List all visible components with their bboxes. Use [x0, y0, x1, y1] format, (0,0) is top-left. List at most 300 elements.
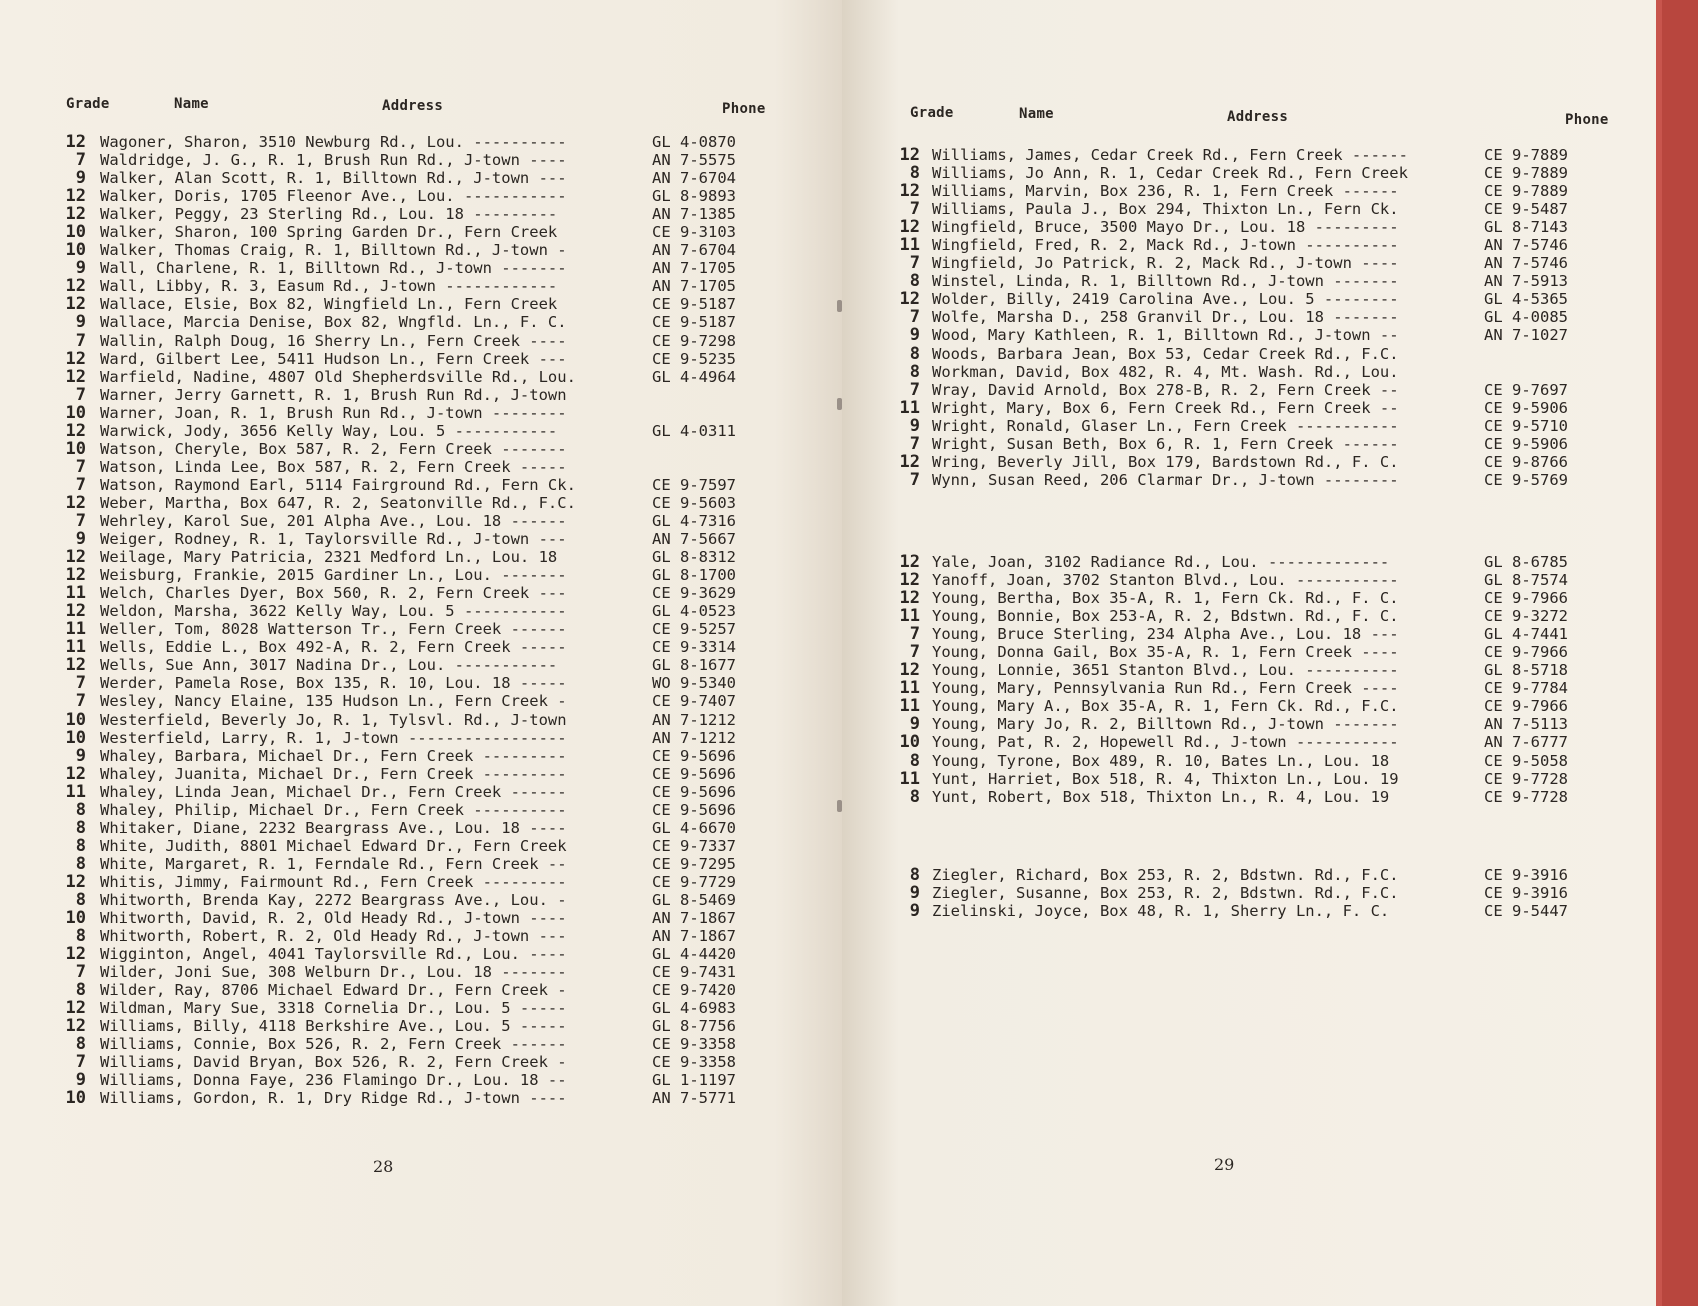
name-address-cell: White, Margaret, R. 1, Ferndale Rd., Fern Creek --: [100, 854, 567, 873]
grade-cell: 9: [75, 168, 86, 189]
grade-cell: 10: [65, 1088, 86, 1109]
name-address-cell: Whaley, Barbara, Michael Dr., Fern Creek ---------: [100, 746, 567, 765]
grade-cell: 7: [909, 199, 920, 220]
list-item: [890, 697, 1568, 715]
phone-cell: CE 9-7295: [652, 854, 736, 873]
list-item: [56, 223, 736, 241]
list-item: [890, 290, 1568, 308]
list-item: [56, 350, 736, 368]
list-item: [890, 589, 1568, 607]
phone-cell: CE 9-7889: [1484, 182, 1568, 201]
name-address-cell: Warfield, Nadine, 4807 Old Shepherdsville Rd., Lou.: [100, 367, 576, 386]
phone-cell: AN 7-1027: [1484, 326, 1568, 345]
grade-cell: 7: [75, 673, 86, 694]
phone-cell: CE 9-7728: [1484, 769, 1568, 788]
name-address-cell: Whitaker, Diane, 2232 Beargrass Ave., Lou. 18 ----: [100, 818, 567, 837]
list-item: [56, 440, 736, 458]
header-phone: Phone: [722, 101, 766, 117]
grade-cell: 11: [899, 397, 920, 418]
name-address-cell: Zielinski, Joyce, Box 48, R. 1, Sherry Ln., F. C.: [932, 902, 1390, 921]
name-address-cell: Wood, Mary Kathleen, R. 1, Billtown Rd., J-town --: [932, 326, 1399, 345]
grade-cell: 10: [65, 727, 86, 748]
name-address-cell: Wagoner, Sharon, 3510 Newburg Rd., Lou. ----------: [100, 133, 567, 151]
name-address-cell: Yanoff, Joan, 3702 Stanton Blvd., Lou. -----------: [932, 571, 1399, 590]
grade-cell: 7: [909, 379, 920, 400]
name-address-cell: Wingfield, Jo Patrick, R. 2, Mack Rd., J-town ----: [932, 254, 1399, 273]
grade-cell: 9: [75, 1070, 86, 1091]
grade-cell: 8: [909, 343, 920, 364]
grade-cell: 12: [899, 289, 920, 310]
grade-cell: 12: [65, 944, 86, 965]
name-address-cell: Whitworth, David, R. 2, Old Heady Rd., J-town ----: [100, 909, 567, 928]
phone-cell: CE 9-7431: [652, 963, 736, 982]
list-item: [56, 909, 736, 927]
list-item: [890, 182, 1568, 200]
name-address-cell: Weber, Martha, Box 647, R. 2, Seatonville Rd., F.C.: [100, 493, 576, 512]
phone-cell: CE 9-5603: [652, 493, 736, 512]
name-address-cell: Williams, Gordon, R. 1, Dry Ridge Rd., J-town ----: [100, 1089, 567, 1108]
name-address-cell: Winstel, Linda, R. 1, Billtown Rd., J-town -------: [932, 272, 1399, 291]
grade-cell: 7: [75, 330, 86, 351]
list-item: [56, 205, 736, 223]
grade-cell: 9: [75, 258, 86, 279]
name-address-cell: Wesley, Nancy Elaine, 135 Hudson Ln., Fern Creek -: [100, 692, 567, 711]
list-item: [890, 164, 1568, 182]
grade-cell: 8: [909, 361, 920, 382]
phone-cell: CE 9-5710: [1484, 416, 1568, 435]
list-item: [890, 661, 1568, 679]
grade-cell: 11: [899, 606, 920, 627]
name-address-cell: Wilder, Ray, 8706 Michael Edward Dr., Fern Creek -: [100, 981, 567, 1000]
phone-cell: GL 8-5469: [652, 890, 736, 909]
name-address-cell: Walker, Peggy, 23 Sterling Rd., Lou. 18 ---------: [100, 205, 558, 224]
grade-cell: 7: [75, 510, 86, 531]
grade-cell: 9: [909, 714, 920, 735]
header-grade: Grade: [910, 105, 954, 121]
name-address-cell: White, Judith, 8801 Michael Edward Dr., Fern Creek: [100, 836, 567, 855]
list-item: [56, 1071, 736, 1089]
name-address-cell: Ward, Gilbert Lee, 5411 Hudson Ln., Fern Creek ---: [100, 349, 567, 368]
phone-cell: GL 8-1700: [652, 566, 736, 585]
name-address-cell: Williams, Connie, Box 526, R. 2, Fern Creek ------: [100, 1035, 567, 1054]
list-item: [56, 1089, 736, 1107]
grade-cell: 11: [899, 235, 920, 256]
list-item: [56, 674, 736, 692]
name-address-cell: Wall, Libby, R. 3, Easum Rd., J-town ------------: [100, 277, 558, 296]
list-item: [56, 368, 736, 386]
page-number: 29: [1214, 1155, 1235, 1174]
list-item: [890, 399, 1568, 417]
grade-cell: 10: [899, 732, 920, 753]
list-item: [56, 765, 736, 783]
grade-cell: 12: [899, 660, 920, 681]
grade-cell: 12: [899, 145, 920, 165]
grade-cell: 12: [899, 588, 920, 609]
name-address-cell: Wray, David Arnold, Box 278-B, R. 2, Fern Creek --: [932, 380, 1399, 399]
phone-cell: GL 4-0311: [652, 421, 736, 440]
phone-cell: CE 9-8766: [1484, 452, 1568, 471]
name-address-cell: Wring, Beverly Jill, Box 179, Bardstown Rd., F. C.: [932, 452, 1399, 471]
phone-cell: CE 9-5696: [652, 782, 736, 801]
name-address-cell: Watson, Raymond Earl, 5114 Fairground Rd., Fern Ck.: [100, 475, 576, 494]
grade-cell: 7: [909, 624, 920, 645]
phone-cell: CE 9-7420: [652, 981, 736, 1000]
phone-cell: CE 9-7784: [1484, 679, 1568, 698]
header-phone: Phone: [1565, 112, 1609, 128]
phone-cell: AN 7-5746: [1484, 254, 1568, 273]
grade-cell: 8: [75, 926, 86, 947]
grade-cell: 11: [65, 781, 86, 802]
phone-cell: CE 9-5696: [652, 800, 736, 819]
phone-cell: CE 9-5257: [652, 620, 736, 639]
list-item: [890, 254, 1568, 272]
grade-cell: 8: [909, 750, 920, 771]
name-address-cell: Yunt, Harriet, Box 518, R. 4, Thixton Ln., Lou. 19: [932, 769, 1399, 788]
phone-cell: AN 7-1867: [652, 909, 736, 928]
list-item: [56, 548, 736, 566]
phone-cell: CE 9-3916: [1484, 866, 1568, 884]
name-address-cell: Welch, Charles Dyer, Box 560, R. 2, Fern Creek ---: [100, 584, 567, 603]
directory-list-w: [890, 146, 1568, 489]
phone-cell: GL 8-7574: [1484, 571, 1568, 590]
phone-cell: CE 9-5906: [1484, 434, 1568, 453]
phone-cell: AN 7-6704: [652, 169, 736, 188]
name-address-cell: Young, Bertha, Box 35-A, R. 1, Fern Ck. Rd., F. C.: [932, 589, 1399, 608]
grade-cell: 8: [909, 865, 920, 885]
list-item: [56, 332, 736, 350]
phone-cell: AN 7-1867: [652, 927, 736, 946]
list-item: [890, 884, 1568, 902]
list-item: [890, 417, 1568, 435]
name-address-cell: Wolfe, Marsha D., 258 Granvil Dr., Lou. 18 -------: [932, 308, 1399, 327]
list-item: [890, 146, 1568, 164]
grade-cell: 12: [65, 998, 86, 1019]
grade-cell: 7: [75, 1052, 86, 1073]
phone-cell: CE 9-5906: [1484, 398, 1568, 417]
phone-cell: CE 9-3358: [652, 1053, 736, 1072]
name-address-cell: Weilage, Mary Patricia, 2321 Medford Ln., Lou. 18: [100, 548, 558, 567]
name-address-cell: Werder, Pamela Rose, Box 135, R. 10, Lou. 18 -----: [100, 674, 567, 693]
grade-cell: 12: [65, 132, 86, 152]
grade-cell: 12: [899, 451, 920, 472]
grade-cell: 12: [65, 565, 86, 586]
grade-cell: 12: [65, 294, 86, 315]
directory-list-left: [56, 133, 736, 1108]
list-item: [56, 837, 736, 855]
header-address: Address: [1227, 109, 1289, 125]
phone-cell: AN 7-6704: [652, 241, 736, 260]
phone-cell: CE 9-5696: [652, 746, 736, 765]
list-item: [56, 692, 736, 710]
phone-cell: GL 4-6983: [652, 999, 736, 1018]
name-address-cell: Warwick, Jody, 3656 Kelly Way, Lou. 5 -----------: [100, 421, 558, 440]
list-item: [56, 187, 736, 205]
grade-cell: 8: [909, 163, 920, 184]
grade-cell: 12: [899, 217, 920, 238]
phone-cell: GL 8-9893: [652, 187, 736, 206]
phone-cell: CE 9-7966: [1484, 589, 1568, 608]
phone-cell: CE 9-7966: [1484, 643, 1568, 662]
name-address-cell: Yunt, Robert, Box 518, Thixton Ln., R. 4, Lou. 19: [932, 787, 1390, 806]
phone-cell: CE 9-7337: [652, 836, 736, 855]
list-item: [890, 236, 1568, 254]
phone-cell: CE 9-3103: [652, 223, 736, 242]
phone-cell: AN 7-1705: [652, 259, 736, 278]
grade-cell: 8: [75, 1034, 86, 1055]
grade-cell: 12: [65, 348, 86, 369]
phone-cell: CE 9-7889: [1484, 164, 1568, 183]
grade-cell: 7: [75, 691, 86, 712]
list-item: [890, 308, 1568, 326]
phone-cell: CE 9-5447: [1484, 902, 1568, 921]
grade-cell: 10: [65, 908, 86, 929]
name-address-cell: Wallace, Marcia Denise, Box 82, Wngfld. Ln., F. C.: [100, 313, 567, 332]
grade-cell: 11: [899, 678, 920, 699]
phone-cell: CE 9-3916: [1484, 884, 1568, 903]
list-item: [56, 151, 736, 169]
list-item: [56, 729, 736, 747]
grade-cell: 9: [75, 745, 86, 766]
name-address-cell: Wells, Sue Ann, 3017 Nadina Dr., Lou. -----------: [100, 656, 558, 675]
list-item: [56, 1017, 736, 1035]
phone-cell: CE 9-5187: [652, 295, 736, 314]
right-page: [842, 0, 1662, 1306]
grade-cell: 11: [899, 768, 920, 789]
grade-cell: 9: [909, 415, 920, 436]
list-item: [56, 1053, 736, 1071]
phone-cell: AN 7-5667: [652, 530, 736, 549]
list-item: [56, 386, 736, 404]
grade-cell: 7: [75, 150, 86, 171]
list-item: [56, 620, 736, 638]
name-address-cell: Young, Lonnie, 3651 Stanton Blvd., Lou. ----------: [932, 661, 1399, 680]
grade-cell: 12: [65, 763, 86, 784]
name-address-cell: Wigginton, Angel, 4041 Taylorsville Rd., Lou. ----: [100, 945, 567, 964]
list-item: [56, 494, 736, 512]
list-item: [56, 169, 736, 187]
phone-cell: GL 8-7756: [652, 1017, 736, 1036]
list-item: [56, 584, 736, 602]
name-address-cell: Williams, Paula J., Box 294, Thixton Ln., Fern Ck.: [932, 200, 1399, 219]
phone-cell: AN 7-5746: [1484, 236, 1568, 255]
list-item: [890, 866, 1568, 884]
grade-cell: 12: [899, 181, 920, 202]
phone-cell: GL 4-4964: [652, 367, 736, 386]
name-address-cell: Young, Pat, R. 2, Hopewell Rd., J-town -----------: [932, 733, 1399, 752]
phone-cell: GL 4-5365: [1484, 290, 1568, 309]
list-item: [56, 801, 736, 819]
grade-cell: 11: [65, 583, 86, 604]
name-address-cell: Young, Bonnie, Box 253-A, R. 2, Bdstwn. Rd., F. C.: [932, 607, 1399, 626]
grade-cell: 12: [65, 871, 86, 892]
phone-cell: AN 7-5575: [652, 151, 736, 170]
grade-cell: 12: [65, 547, 86, 568]
grade-cell: 12: [65, 492, 86, 513]
list-item: [890, 643, 1568, 661]
grade-cell: 7: [909, 469, 920, 490]
list-item: [56, 981, 736, 999]
name-address-cell: Ziegler, Susanne, Box 253, R. 2, Bdstwn. Rd., F.C.: [932, 884, 1399, 903]
list-item: [56, 259, 736, 277]
grade-cell: 10: [65, 240, 86, 261]
list-item: [56, 747, 736, 765]
phone-cell: AN 7-5771: [652, 1089, 736, 1108]
grade-cell: 10: [65, 222, 86, 243]
phone-cell: CE 9-5769: [1484, 470, 1568, 489]
name-address-cell: Williams, Marvin, Box 236, R. 1, Fern Creek ------: [932, 182, 1399, 201]
directory-list-y: [890, 553, 1568, 806]
list-item: [890, 553, 1568, 571]
list-item: [890, 679, 1568, 697]
name-address-cell: Young, Tyrone, Box 489, R. 10, Bates Ln., Lou. 18: [932, 751, 1390, 770]
phone-cell: GL 4-7316: [652, 511, 736, 530]
grade-cell: 12: [65, 276, 86, 297]
phone-cell: CE 9-5235: [652, 349, 736, 368]
list-item: [890, 902, 1568, 920]
list-item: [56, 999, 736, 1017]
phone-cell: CE 9-3272: [1484, 607, 1568, 626]
name-address-cell: Whitworth, Robert, R. 2, Old Heady Rd., J-town ---: [100, 927, 567, 946]
name-address-cell: Weldon, Marsha, 3622 Kelly Way, Lou. 5 -----------: [100, 602, 567, 621]
grade-cell: 7: [75, 474, 86, 495]
name-address-cell: Walker, Sharon, 100 Spring Garden Dr., Fern Creek: [100, 223, 558, 242]
list-item: [890, 200, 1568, 218]
name-address-cell: Williams, Jo Ann, R. 1, Cedar Creek Rd., Fern Creek: [932, 164, 1408, 183]
phone-cell: GL 1-1197: [652, 1071, 736, 1090]
name-address-cell: Weisburg, Frankie, 2015 Gardiner Ln., Lou. -------: [100, 566, 567, 585]
list-item: [56, 295, 736, 313]
grade-cell: 7: [909, 433, 920, 454]
phone-cell: AN 7-5913: [1484, 272, 1568, 291]
phone-cell: CE 9-7407: [652, 692, 736, 711]
name-address-cell: Walker, Thomas Craig, R. 1, Billtown Rd., J-town -: [100, 241, 567, 260]
name-address-cell: Wildman, Mary Sue, 3318 Cornelia Dr., Lou. 5 -----: [100, 999, 567, 1018]
list-item: [890, 272, 1568, 290]
grade-cell: 9: [909, 325, 920, 346]
name-address-cell: Williams, David Bryan, Box 526, R. 2, Fern Creek -: [100, 1053, 567, 1072]
name-address-cell: Wells, Eddie L., Box 492-A, R. 2, Fern Creek -----: [100, 638, 567, 657]
phone-cell: GL 4-7441: [1484, 625, 1568, 644]
grade-cell: 8: [75, 835, 86, 856]
grade-cell: 12: [65, 186, 86, 207]
phone-cell: AN 7-1385: [652, 205, 736, 224]
header-name: Name: [174, 96, 209, 112]
list-item: [56, 566, 736, 584]
list-item: [890, 571, 1568, 589]
phone-cell: GL 4-0523: [652, 602, 736, 621]
grade-cell: 7: [75, 384, 86, 405]
name-address-cell: Watson, Cheryle, Box 587, R. 2, Fern Creek -------: [100, 439, 567, 458]
name-address-cell: Wingfield, Fred, R. 2, Mack Rd., J-town ----------: [932, 236, 1399, 255]
name-address-cell: Workman, David, Box 482, R. 4, Mt. Wash. Rd., Lou.: [932, 362, 1399, 381]
list-item: [56, 277, 736, 295]
phone-cell: CE 9-3314: [652, 638, 736, 657]
phone-cell: CE 9-5487: [1484, 200, 1568, 219]
list-item: [56, 945, 736, 963]
left-page: [0, 0, 842, 1306]
list-item: [56, 927, 736, 945]
list-item: [890, 381, 1568, 399]
phone-cell: GL 8-1677: [652, 656, 736, 675]
phone-cell: AN 7-6777: [1484, 733, 1568, 752]
list-item: [56, 819, 736, 837]
phone-cell: GL 4-0870: [652, 133, 736, 151]
name-address-cell: Williams, James, Cedar Creek Rd., Fern Creek ------: [932, 146, 1408, 164]
list-item: [56, 638, 736, 656]
list-item: [890, 625, 1568, 643]
list-item: [56, 530, 736, 548]
phone-cell: CE 9-3629: [652, 584, 736, 603]
list-item: [890, 345, 1568, 363]
phone-cell: CE 9-7729: [652, 872, 736, 891]
name-address-cell: Whaley, Philip, Michael Dr., Fern Creek ----------: [100, 800, 567, 819]
name-address-cell: Wallace, Elsie, Box 82, Wingfield Ln., Fern Creek: [100, 295, 558, 314]
name-address-cell: Warner, Joan, R. 1, Brush Run Rd., J-town --------: [100, 403, 567, 422]
name-address-cell: Wright, Susan Beth, Box 6, R. 1, Fern Creek ------: [932, 434, 1399, 453]
grade-cell: 12: [899, 552, 920, 572]
name-address-cell: Wright, Mary, Box 6, Fern Creek Rd., Fern Creek --: [932, 398, 1399, 417]
phone-cell: GL 8-5718: [1484, 661, 1568, 680]
grade-cell: 12: [65, 601, 86, 622]
list-item: [56, 133, 736, 151]
grade-cell: 12: [65, 1016, 86, 1037]
list-item: [56, 602, 736, 620]
name-address-cell: Wynn, Susan Reed, 206 Clarmar Dr., J-town --------: [932, 470, 1399, 489]
grade-cell: 11: [899, 696, 920, 717]
phone-cell: GL 4-6670: [652, 818, 736, 837]
grade-cell: 8: [75, 853, 86, 874]
grade-cell: 9: [75, 312, 86, 333]
list-item: [56, 241, 736, 259]
list-item: [890, 733, 1568, 751]
grade-cell: 9: [909, 883, 920, 904]
phone-cell: CE 9-7728: [1484, 787, 1568, 806]
name-address-cell: Weller, Tom, 8028 Watterson Tr., Fern Creek ------: [100, 620, 567, 639]
name-address-cell: Young, Mary A., Box 35-A, R. 1, Fern Ck. Rd., F.C.: [932, 697, 1399, 716]
grade-cell: 10: [65, 402, 86, 423]
grade-cell: 11: [65, 619, 86, 640]
grade-cell: 8: [75, 799, 86, 820]
grade-cell: 12: [65, 366, 86, 387]
list-item: [56, 783, 736, 801]
phone-cell: GL 8-6785: [1484, 553, 1568, 571]
name-address-cell: Wingfield, Bruce, 3500 Mayo Dr., Lou. 18 ---------: [932, 218, 1399, 237]
grade-cell: 9: [75, 529, 86, 550]
list-item: [890, 752, 1568, 770]
phone-cell: CE 9-7966: [1484, 697, 1568, 716]
grade-cell: 10: [65, 438, 86, 459]
phone-cell: CE 9-7697: [1484, 380, 1568, 399]
name-address-cell: Williams, Donna Faye, 236 Flamingo Dr., Lou. 18 --: [100, 1071, 567, 1090]
name-address-cell: Wehrley, Karol Sue, 201 Alpha Ave., Lou. 18 ------: [100, 511, 567, 530]
list-item: [56, 512, 736, 530]
name-address-cell: Wallin, Ralph Doug, 16 Sherry Ln., Fern Creek ----: [100, 331, 567, 350]
name-address-cell: Whaley, Linda Jean, Michael Dr., Fern Creek ------: [100, 782, 567, 801]
header-address: Address: [382, 98, 444, 114]
grade-cell: 10: [65, 709, 86, 730]
name-address-cell: Warner, Jerry Garnett, R. 1, Brush Run Rd., J-town: [100, 385, 567, 404]
name-address-cell: Woods, Barbara Jean, Box 53, Cedar Creek Rd., F.C.: [932, 344, 1399, 363]
name-address-cell: Westerfield, Beverly Jo, R. 1, Tylsvl. Rd., J-town: [100, 710, 567, 729]
list-item: [56, 458, 736, 476]
name-address-cell: Westerfield, Larry, R. 1, J-town -----------------: [100, 728, 567, 747]
header-grade: Grade: [66, 96, 110, 112]
phone-cell: GL 8-7143: [1484, 218, 1568, 237]
name-address-cell: Williams, Billy, 4118 Berkshire Ave., Lou. 5 -----: [100, 1017, 567, 1036]
phone-cell: CE 9-5058: [1484, 751, 1568, 770]
name-address-cell: Whitis, Jimmy, Fairmount Rd., Fern Creek ---------: [100, 872, 567, 891]
directory-list-z: [890, 866, 1568, 920]
